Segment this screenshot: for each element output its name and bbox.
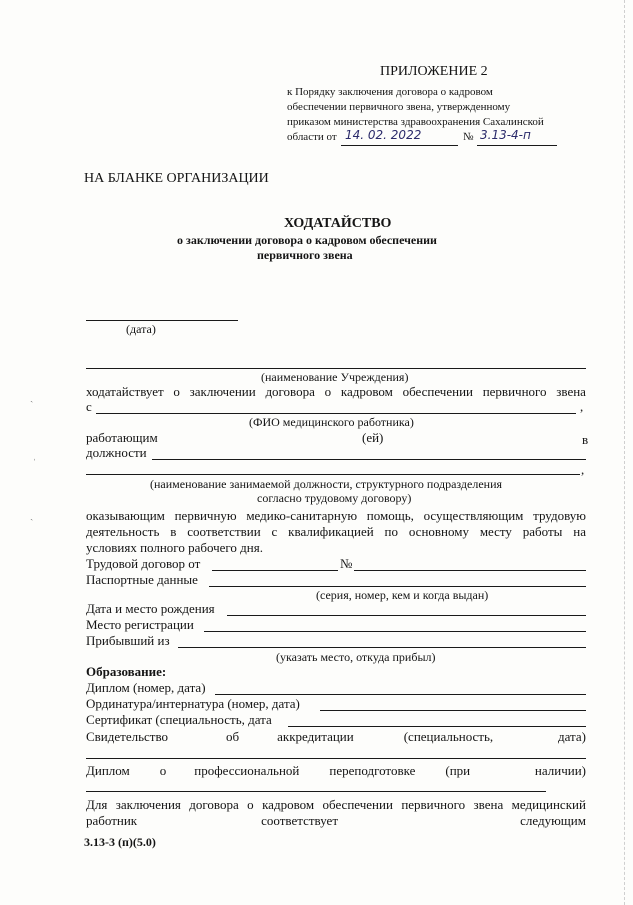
birth-field-line (227, 615, 586, 616)
position-field-line-2 (86, 474, 580, 475)
document-title: ХОДАТАЙСТВО (284, 216, 392, 231)
working-label: работающим (86, 430, 158, 445)
contract-number-line (354, 570, 586, 571)
date-underline (341, 145, 458, 146)
diploma-label: Диплом (номер, дата) (86, 680, 206, 695)
worker-field-line (96, 413, 576, 414)
diploma-field-line (215, 694, 586, 695)
arrived-field-line (178, 647, 586, 648)
education-label: Образование: (86, 664, 167, 679)
final-line: работник соответствует следующим (86, 813, 586, 828)
scan-mark: ˎ (30, 392, 34, 403)
position-label: должности (86, 445, 147, 460)
passport-label: Паспортные данные (86, 572, 198, 587)
retraining-field-line (86, 791, 546, 792)
final-line: Для заключения договора о кадровом обеспечении первичного звена медицинский (86, 797, 586, 812)
letterhead-label: НА БЛАНКЕ ОРГАНИЗАЦИИ (84, 171, 269, 186)
passport-field-line (209, 586, 586, 587)
accreditation-field-line (86, 758, 586, 759)
appendix-title: ПРИЛОЖЕНИЕ 2 (380, 64, 488, 79)
working-suffix: (ей) (362, 430, 384, 445)
institution-field-line (86, 368, 586, 369)
handwritten-date: 14. 02. 2022 (345, 128, 422, 142)
certificate-field-line (288, 726, 586, 727)
appendix-line: приказом министерства здравоохранения Сахалинской (287, 116, 544, 128)
birth-label: Дата и место рождения (86, 601, 215, 616)
contract-label: Трудовой договор от (86, 556, 201, 571)
appendix-line-prefix: области от (287, 131, 337, 143)
position-caption: согласно трудовому договору) (257, 491, 412, 505)
contract-date-line (212, 570, 338, 571)
paragraph-line: оказывающим первичную медико-санитарную помощь, осуществляющим трудовую (86, 508, 586, 523)
appendix-line: к Порядку заключения договора о кадровом (287, 86, 493, 98)
passport-caption: (серия, номер, кем и когда выдан) (316, 588, 489, 602)
number-sign: № (463, 131, 474, 143)
date-field-line (86, 320, 238, 321)
scan-mark: ˏ (30, 510, 34, 521)
date-caption: (дата) (126, 322, 156, 336)
arrived-caption: (указать место, откуда прибыл) (276, 650, 436, 664)
arrived-label: Прибывший из (86, 633, 170, 648)
handwritten-number: 3.13-4-п (480, 128, 531, 142)
with-prefix: с (86, 399, 92, 414)
footer-code: 3.13-3 (п)(5.0) (84, 835, 156, 849)
scan-edge-right (624, 0, 625, 905)
position-caption: (наименование занимаемой должности, структурного подразделения (150, 477, 503, 491)
position-field-line (152, 459, 586, 460)
accreditation-line: Свидетельство об аккредитации (специальность, дата) (86, 729, 586, 744)
certificate-label: Сертификат (специальность, дата (86, 712, 272, 727)
comma: , (581, 462, 585, 477)
paragraph-line: деятельность в соответствии с квалификацией по основному месту работы на (86, 524, 586, 539)
comma: , (580, 399, 584, 414)
appendix-line: обеспечении первичного звена, утвержденному (287, 101, 511, 113)
registration-field-line (204, 631, 586, 632)
document-subtitle: первичного звена (257, 248, 353, 262)
scan-mark: ˌ (33, 450, 37, 461)
number-underline (477, 145, 557, 146)
registration-label: Место регистрации (86, 617, 194, 632)
working-in: в (582, 432, 589, 447)
worker-caption: (ФИО медицинского работника) (249, 415, 414, 429)
petition-line: ходатайствует о заключении договора о кадровом обеспечении первичного звена (86, 384, 586, 399)
document-subtitle: о заключении договора о кадровом обеспечении (177, 233, 437, 247)
residency-label: Ординатура/интернатура (номер, дата) (86, 696, 300, 711)
residency-field-line (320, 710, 586, 711)
institution-caption: (наименование Учреждения) (261, 370, 409, 384)
paragraph-line: условиях полного рабочего дня. (86, 540, 263, 555)
retraining-line: Диплом о профессиональной переподготовке (при наличии) (86, 763, 586, 778)
contract-number-sign: № (340, 556, 353, 571)
